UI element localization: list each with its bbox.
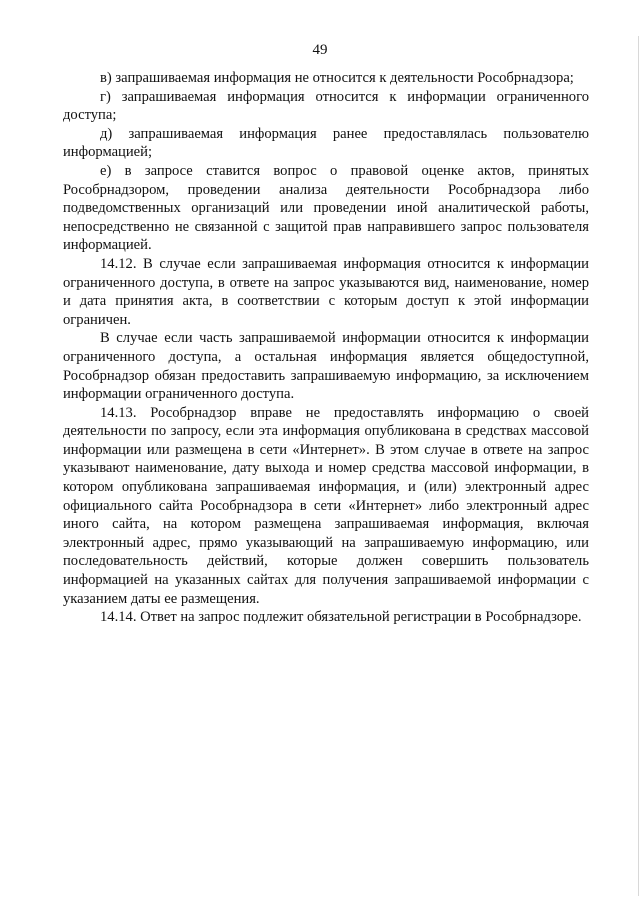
list-item-v: в) запрашиваемая информация не относится к деятельности Рособрнадзора; — [100, 70, 574, 86]
paragraph-14-12: 14.12. В случае если запрашиваемая информация относится к информации ограниченного доступа, в ответе на запрос указываются вид, наименование, номер и дата принятия акта, в соответствии с которым доступ к этой информации ограничен. — [63, 255, 589, 328]
document-body — [63, 69, 589, 627]
page-number: 49 — [312, 42, 328, 58]
paragraph-14-12-continuation: В случае если часть запрашиваемой информации относится к информации ограниченного доступа, а остальная информация является общедоступной, Рособрнадзор обязан предоставить запрашиваемую информацию, за исключением информации ограниченного доступа. — [63, 330, 589, 403]
scan-edge-line — [638, 36, 639, 896]
paragraph-14-14: 14.14. Ответ на запрос подлежит обязательной регистрации в Рособрнадзоре. — [100, 609, 582, 626]
list-item-d: д) запрашиваемая информация ранее предоставлялась пользователю информацией; — [63, 125, 589, 161]
paragraph-14-13: 14.13. Рособрнадзор вправе не предоставлять информацию о своей деятельности по запросу, если эта информация опубликована в средствах массовой информации или размещена в сети «Интернет». В этом случае в ответе на запрос указывают наименование, дату выхода и номер средства массовой информации, в котором опубликована запрашиваемая информация, и (или) электронный адрес официального сайта Рособрнадзора в сети «Интернет» либо электронный адрес иного сайта, на котором размещена запрашиваемая информация, включая электронный адрес, прямо указывающий на запрашиваемую информацию, или последовательность действий, которые должен совершить пользователь информацией на указанных сайтах для получения запрашиваемой информации с указанием даты ее размещения. — [63, 404, 589, 607]
list-item-g: г) запрашиваемая информация относится к информации ограниченного доступа; — [63, 88, 589, 124]
list-item-e: е) в запросе ставится вопрос о правовой оценке актов, принятых Рособрнадзором, проведении анализа деятельности Рособрнадзора либо подведомственных организаций или проведении иной аналитической работы, непосредственно не связанной с защитой прав направившего запрос пользователя информацией. — [63, 162, 589, 254]
